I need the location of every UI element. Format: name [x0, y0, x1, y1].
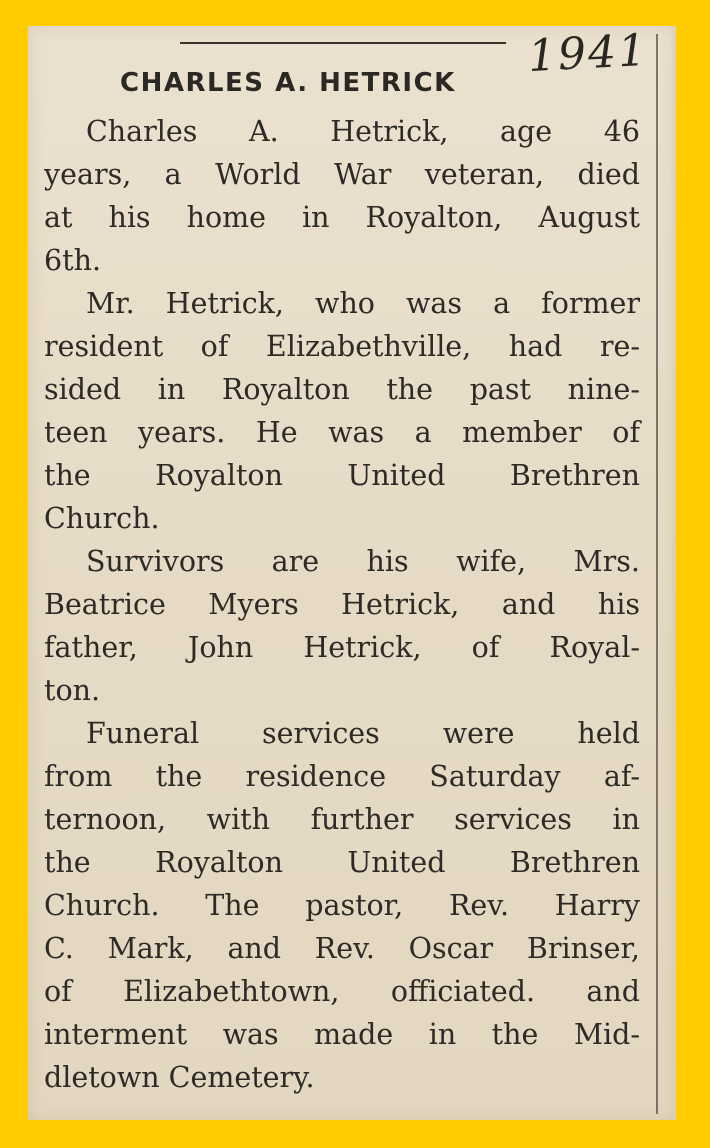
- text-line: Mr. Hetrick, who was a former: [86, 287, 640, 320]
- column-rule: [656, 34, 658, 1114]
- text-line: at his home in Royalton, August: [44, 201, 640, 234]
- obituary-body: [44, 110, 640, 1099]
- text-line: father, John Hetrick, of Royal-: [44, 631, 640, 664]
- text-line: 6th.: [44, 244, 101, 277]
- text-line: Church. The pastor, Rev. Harry: [44, 889, 640, 922]
- text-line: interment was made in the Mid-: [44, 1018, 640, 1051]
- text-line: the Royalton United Brethren: [44, 846, 640, 879]
- text-line: Charles A. Hetrick, age 46: [86, 115, 640, 148]
- text-line: Funeral services were held: [86, 717, 640, 750]
- text-line: the Royalton United Brethren: [44, 459, 640, 492]
- handwritten-year: 1941: [526, 24, 650, 83]
- text-line: from the residence Saturday af-: [44, 760, 640, 793]
- paragraph-3: [44, 540, 640, 712]
- paragraph-4: [44, 712, 640, 1099]
- text-line: Beatrice Myers Hetrick, and his: [44, 588, 640, 621]
- paragraph-1: [44, 110, 640, 282]
- top-rule: [180, 42, 506, 44]
- text-line: ternoon, with further services in: [44, 803, 640, 836]
- text-line: resident of Elizabethville, had re-: [44, 330, 640, 363]
- text-line: dletown Cemetery.: [44, 1061, 315, 1094]
- text-line: Church.: [44, 502, 160, 535]
- obituary-headline: CHARLES A. HETRICK: [120, 68, 456, 98]
- paragraph-2: [44, 282, 640, 540]
- text-line: ton.: [44, 674, 101, 707]
- text-line: years, a World War veteran, died: [44, 158, 640, 191]
- text-line: Survivors are his wife, Mrs.: [86, 545, 640, 578]
- text-line: sided in Royalton the past nine-: [44, 373, 640, 406]
- newspaper-clipping: [28, 26, 676, 1120]
- text-line: teen years. He was a member of: [44, 416, 640, 449]
- text-line: of Elizabethtown, officiated. and: [44, 975, 640, 1008]
- text-line: C. Mark, and Rev. Oscar Brinser,: [44, 932, 640, 965]
